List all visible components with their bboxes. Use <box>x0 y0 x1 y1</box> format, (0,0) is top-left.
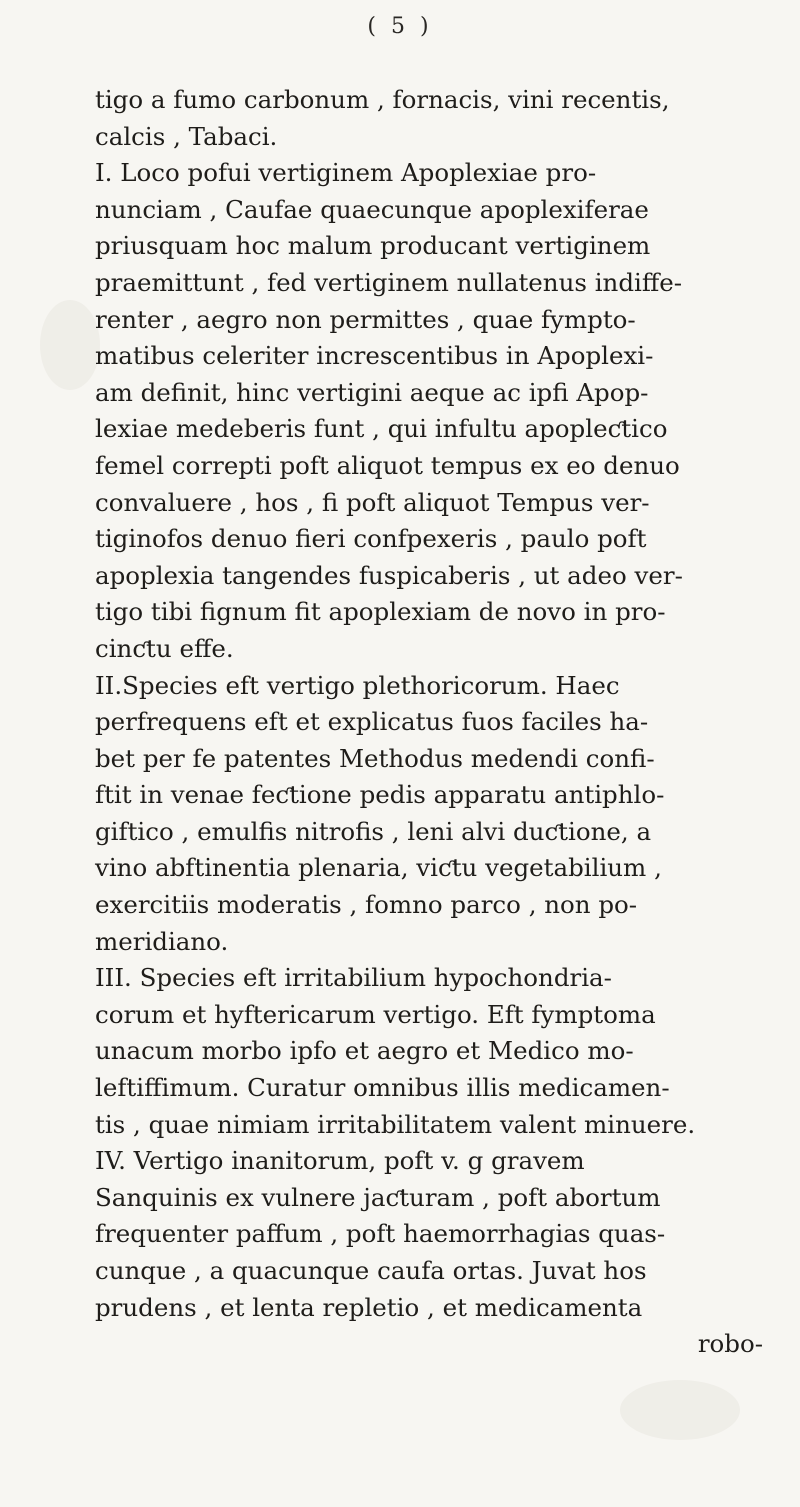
text-line: matibus celeriter increscentibus in Apoplexi- <box>95 341 654 371</box>
text-line: perfrequens eft et explicatus fuos faciles ha- <box>95 707 649 737</box>
text-line: I. Loco pofui vertiginem Apoplexiae pro- <box>95 158 597 188</box>
catchword: robo- <box>697 1329 763 1359</box>
text-line: lexiae medeberis funt , qui infultu apopleƈtico <box>95 414 668 444</box>
text-line: priusquam hoc malum producant vertiginem <box>95 231 651 261</box>
text-line: meridiano. <box>95 926 229 956</box>
paper-stain <box>620 1380 740 1440</box>
text-line: exercitiis moderatis , fomno parco , non po- <box>95 890 638 920</box>
text-line: tis , quae nimiam irritabilitatem valent minuere. <box>95 1109 696 1139</box>
text-line: giftico , emulfis nitrofis , leni alvi duƈtione, a <box>95 816 652 846</box>
text-line: cinƈtu effe. <box>95 633 234 663</box>
text-line: unacum morbo ipfo et aegro et Medico mo- <box>95 1036 634 1066</box>
text-line: bet per fe patentes Methodus medendi confi- <box>95 743 655 773</box>
text-line: ftit in venae feƈtione pedis apparatu antiphlo- <box>95 780 665 810</box>
text-line: IV. Vertigo inanitorum, poft v. g gravem <box>95 1146 585 1176</box>
text-line: tigo a fumo carbonum , fornacis, vini recentis, <box>95 85 670 114</box>
text-line: tiginofos denuo fieri confpexeris , paulo poft <box>95 524 647 554</box>
text-line: praemittunt , fed vertiginem nullatenus indiffe- <box>95 267 683 297</box>
text-line: nunciam , Caufae quaecunque apoplexiferae <box>95 194 649 224</box>
paper-stain <box>40 300 100 390</box>
text-line: cunque , a quacunque caufa ortas. Juvat hos <box>95 1256 647 1285</box>
text-line: tigo tibi fignum fit apoplexiam de novo in pro- <box>95 597 666 627</box>
text-line: vino abftinentia plenaria, viƈtu vegetabilium , <box>95 853 662 883</box>
text-line: prudens , et lenta repletio , et medicamenta <box>95 1292 643 1322</box>
text-line: frequenter paffum , poft haemorrhagias quas- <box>95 1219 666 1249</box>
text-line: calcis , Tabaci. <box>95 121 278 151</box>
text-line: apoplexia tangendes fuspicaberis , ut adeo ver- <box>95 560 683 590</box>
text-line: femel correpti poft aliquot tempus ex eo denuo <box>95 450 680 480</box>
text-line: Sanquinis ex vulnere jaƈturam , poft abortum <box>95 1182 661 1212</box>
text-line: leftiffimum. Curatur omnibus illis medicamen- <box>95 1073 670 1103</box>
page-number: ( 5 ) <box>367 14 433 39</box>
body-text <box>95 82 785 1363</box>
text-line: am definit, hinc vertigini aeque ac ipfi Apop- <box>95 377 649 407</box>
text-line: renter , aegro non permittes , quae fympto- <box>95 304 636 334</box>
text-line: corum et hyftericarum vertigo. Eft fymptoma <box>95 999 656 1029</box>
text-line: convaluere , hos , fi poft aliquot Tempus ver- <box>95 487 650 517</box>
text-line: III. Species eft irritabilium hypochondria- <box>95 963 612 993</box>
text-line: II.Species eft vertigo plethoricorum. Haec <box>95 670 620 700</box>
